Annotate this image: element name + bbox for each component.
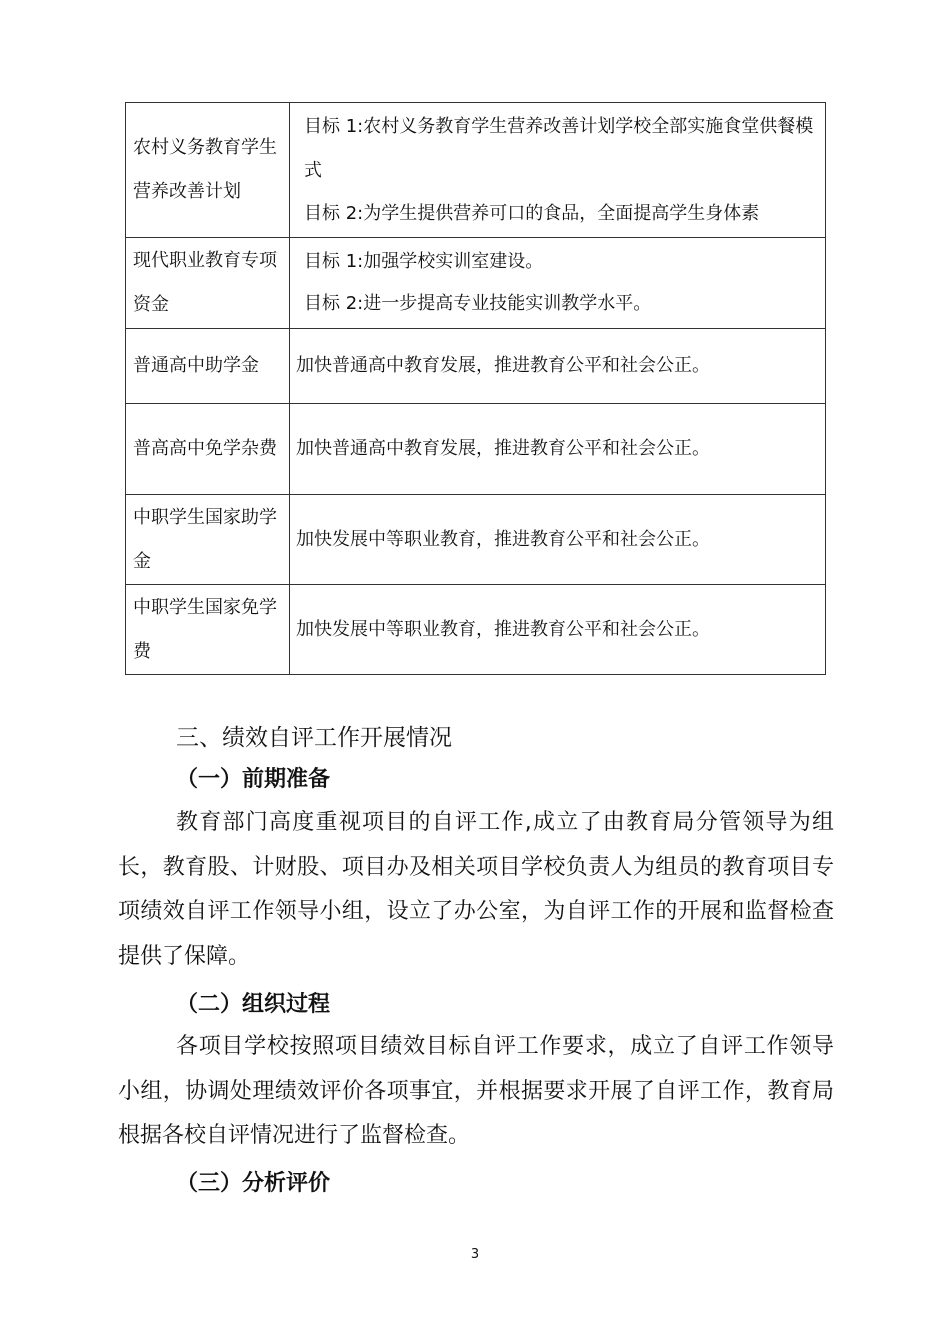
project-goal-cell — [290, 238, 826, 329]
project-name-cell: 现代职业教育专项资金 — [126, 238, 290, 329]
table-row — [126, 329, 826, 404]
project-goal-cell — [290, 329, 826, 404]
project-name-cell: 普高高中免学杂费 — [126, 404, 290, 495]
subsection-heading-analysis: （三）分析评价 — [176, 1171, 331, 1196]
project-goal-cell — [290, 103, 826, 238]
goal-line: 加快发展中等职业教育，推进教育公平和社会公正。 — [296, 528, 710, 550]
table-row — [126, 585, 826, 675]
project-goal-cell — [290, 404, 826, 495]
table-row — [126, 103, 826, 238]
table-row — [126, 495, 826, 585]
project-name-cell: 农村义务教育学生营养改善计划 — [126, 103, 290, 238]
project-goal-cell — [290, 495, 826, 585]
subsection-heading-process: （二）组织过程 — [176, 992, 331, 1017]
project-goals-table — [125, 102, 826, 675]
page-number: 3 — [470, 1247, 480, 1262]
goal-line: 加快普通高中教育发展，推进教育公平和社会公正。 — [296, 438, 710, 459]
table-row — [126, 238, 826, 329]
paragraph-process: 各项目学校按照项目绩效目标自评工作要求，成立了自评工作领导小组，协调处理绩效评价各项事宜，并根据要求开展了自评工作，教育局根据各校自评情况进行了监督检查。 — [118, 1034, 834, 1148]
project-name-cell: 中职学生国家助学金 — [126, 495, 290, 585]
table-row — [126, 404, 826, 495]
project-name-cell: 普通高中助学金 — [126, 329, 290, 404]
section-heading: 三、绩效自评工作开展情况 — [176, 725, 452, 751]
project-name-cell: 中职学生国家免学费 — [126, 585, 290, 675]
project-goal-cell — [290, 585, 826, 675]
goal-line: 加快普通高中教育发展，推进教育公平和社会公正。 — [296, 355, 710, 376]
goal-line: 目标 1:农村义务教育学生营养改善计划学校全部实施食堂供餐模式 — [304, 116, 814, 181]
goal-line: 目标 2:进一步提高专业技能实训教学水平。 — [304, 293, 652, 314]
goal-line: 加快发展中等职业教育，推进教育公平和社会公正。 — [296, 618, 710, 640]
subsection-heading-preparation: （一）前期准备 — [176, 767, 331, 792]
goal-line: 目标 2:为学生提供营养可口的食品，全面提高学生身体素 — [304, 203, 760, 224]
goal-line: 目标 1:加强学校实训室建设。 — [304, 251, 544, 272]
paragraph-preparation: 教育部门高度重视项目的自评工作,成立了由教育局分管领导为组长，教育股、计财股、项目办及相关项目学校负责人为组员的教育项目专项绩效自评工作领导小组，设立了办公室，为自评工作的开展和监督检查提供了保障。 — [118, 810, 834, 969]
